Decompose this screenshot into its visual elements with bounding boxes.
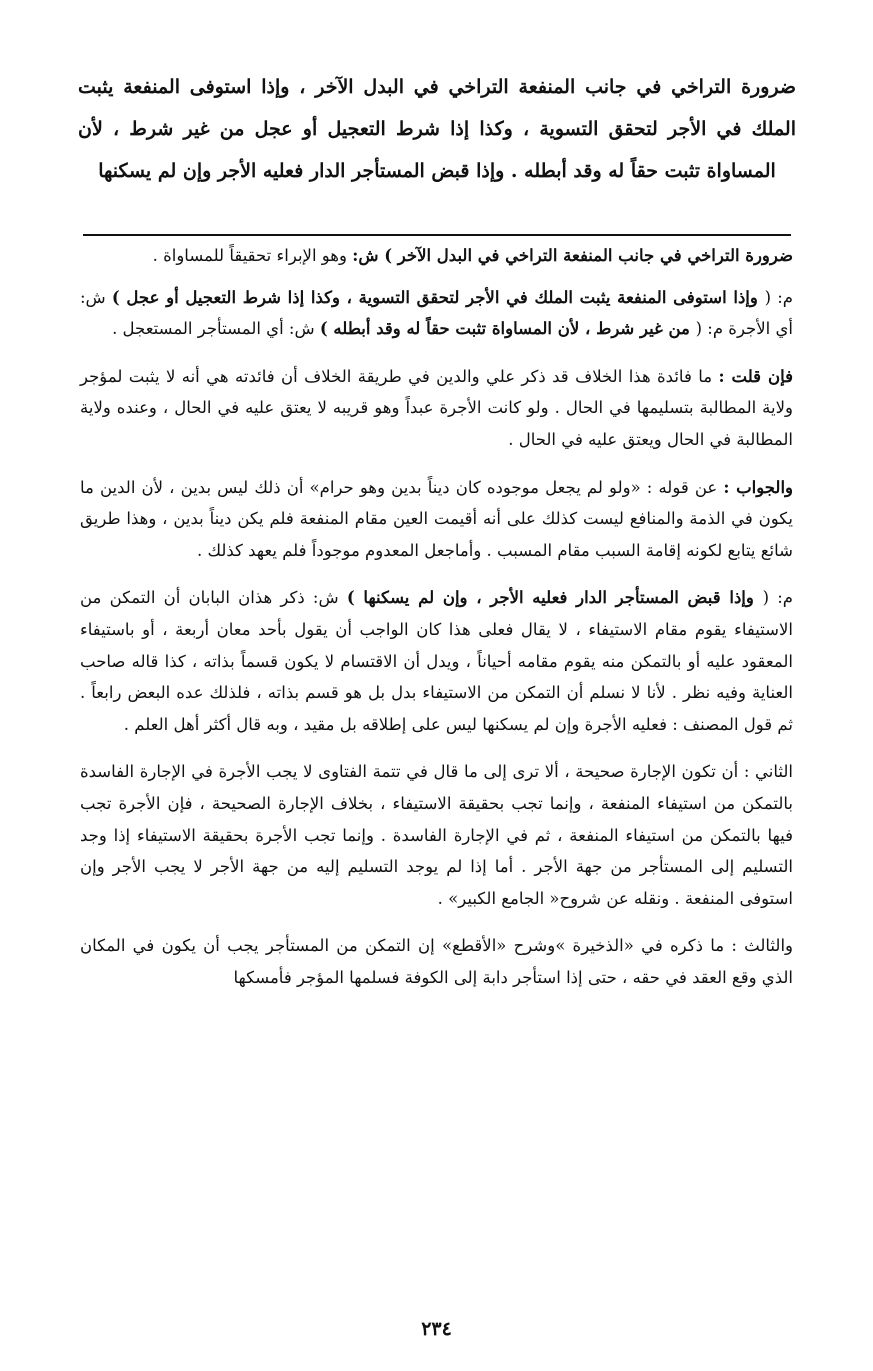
matn-quote: وإذا قبض المستأجر الدار فعليه الأجر ، وإن لم يسكنها ) — [346, 588, 763, 608]
commentary-text: وهو الإبراء تحقيقاً للمساواة . — [152, 246, 353, 265]
sharh-paragraph-4 — [80, 472, 793, 567]
sharh-paragraph-3 — [80, 361, 793, 456]
page-number: ٢٣٤ — [421, 1318, 452, 1340]
matn-marker: م: ( — [762, 588, 793, 608]
question-heading: فإن قلت : — [718, 366, 793, 386]
sharh-paragraph-1 — [80, 240, 793, 272]
matn-marker: م: ( — [764, 287, 793, 307]
sharh-paragraph-7: والثالث : ما ذكره في «الذخيرة »وشرح «الأقطع» إن التمكن من المستأجر يجب أن يكون في المكان الذي وقع العقد في حقه ، حتى إذا استأجر دابة إلى الكوفة فسلمها المؤجر فأمسكها — [80, 936, 793, 987]
matn-quote: من غير شرط ، لأن المساواة تثبت حقاً له وقد أبطله ) — [319, 319, 696, 339]
answer-heading: والجواب : — [723, 477, 793, 497]
footnote-divider — [83, 234, 791, 236]
matn-quote: وإذا استوفى المنفعة يثبت الملك في الأجر لتحقق التسوية ، وكذا إذا شرط التعجيل أو عجل ) — [111, 287, 765, 307]
commentary-text: عن قوله : «ولو لم يجعل موجوده كان ديناً بدين وهو حرام» أن ذلك ليس بدين ، لأن الدين ما يكون في الذمة والمنافع ليست كذلك على أنه أقيمت العين مقام المنفعة فلم يكن ديناً بدين ، وهذا طريق شائع يتابع لكونه إقامة السبب مقام المسبب . وأماجعل المعدوم موجوداً فلم يعهد كذلك . — [80, 477, 793, 560]
matn-paragraph: ضرورة التراخي في جانب المنفعة التراخي في البدل الآخر ، وإذا استوفى المنفعة يثبت الملك في الأجر لتحقق التسوية ، وكذا إذا شرط التعجيل أو عجل من غير شرط ، لأن المساواة تثبت حقاً له وقد أبطله . وإذا قبض المستأجر الدار فعليه الأجر وإن لم يسكنها — [78, 76, 796, 182]
matn-quote: ضرورة التراخي في جانب المنفعة التراخي في البدل الآخر ) ش: — [352, 246, 793, 265]
commentary-text: ش: أي الأجرة م: ( — [80, 287, 793, 339]
sharh-paragraph-5 — [80, 582, 793, 740]
sharh-paragraph-2 — [80, 282, 793, 345]
commentary-text: ش: ذكر هذان البابان أن التمكن من الاستيفاء يقوم مقام الاستيفاء ، لا يقال فعلى هذا كان الواجب أن يقول بأحد معان أربعة ، أو باستيفاء المعقود عليه أو بالتمكن منه يقوم مقامه أحياناً ، ويدل أن الاقتسام لا يكون قسماً بذاته ، كذا قاله صاحب العناية وفيه نظر . لأنا لا نسلم أن التمكن من الاستيفاء بدل بل هو قسم بذاته ، فلذلك عده البعض رابعاً . ثم قول المصنف : فعليه الأجرة وإن لم يسكنها ليس على إطلاقه بل مقيد ، وبه قال أكثر أهل العلم . — [80, 588, 793, 734]
sharh-paragraph-6: الثاني : أن تكون الإجارة صحيحة ، ألا ترى إلى ما قال في تتمة الفتاوى لا يجب الأجرة في الإجارة الفاسدة بالتمكن من استيفاء المنفعة ، وإنما تجب بحقيقة الاستيفاء ، بخلاف الإجارة الصحيحة ، فإن الأجرة تجب فيها بالتمكن من استيفاء المنفعة ، ثم في الإجارة الفاسدة . وإنما تجب الأجرة بحقيقة الاستيفاء إذا وجد التسليم إلى المستأجر من جهة الأجر . أما إذا لم يوجد التسليم إليه من جهة الأجر لا يجب الأجر وإن استوفى المنفعة . ونقله عن شروح« الجامع الكبير» . — [80, 762, 793, 908]
commentary-text: ما فائدة هذا الخلاف قد ذكر علي والدين في طريقة الخلاف أن فائدته هي أنه لا يثبت لمؤجر ولاية المطالبة بتسليمها في الحال . ولو كانت الأجرة عبداً وهو قريبه لا يعتق عليه في الحال ، وعنده ولاية المطالبة في الحال ويعتق عليه في الحال . — [80, 366, 793, 449]
matn-text-block — [78, 66, 796, 192]
sharh-commentary — [80, 240, 793, 993]
commentary-text: ش: أي المستأجر المستعجل . — [112, 319, 320, 339]
